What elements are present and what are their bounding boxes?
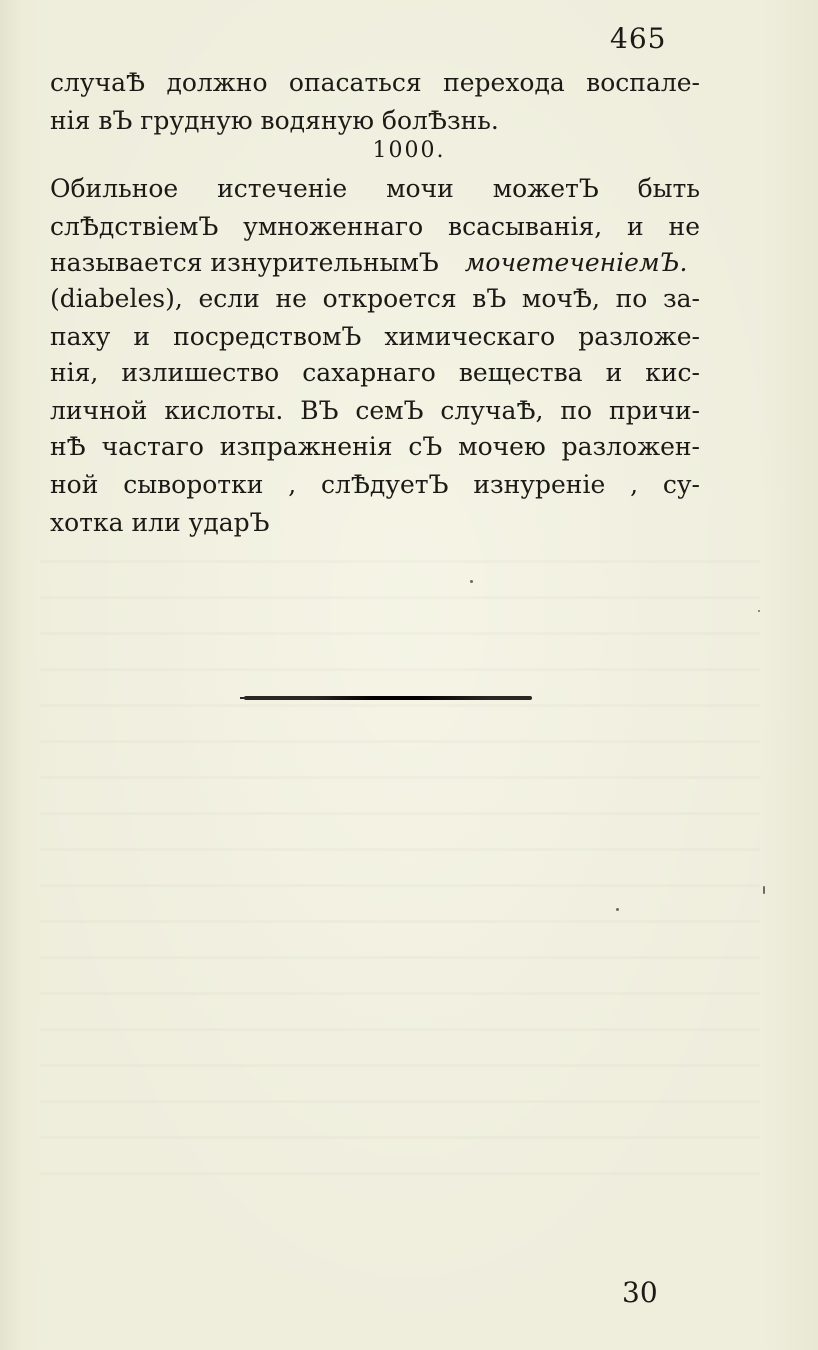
text-line: Обильное истеченіе мочи можетЪ быть — [50, 174, 700, 203]
text-line: паху и посредствомЪ химическаго разложе- — [50, 322, 700, 351]
ink-speck — [616, 908, 619, 911]
text-line: личной кислоты. ВЪ семЪ случаѢ, по причи- — [50, 396, 700, 425]
bleed-through-texture — [40, 560, 760, 1200]
section-number: 1000. — [372, 138, 446, 163]
text-line: нія, излишество сахарнаго вещества и кис- — [50, 358, 700, 387]
ink-speck — [758, 610, 760, 612]
ink-speck — [470, 580, 473, 583]
text-line: (diabeles), если не откроется вЪ мочѢ, по за- — [50, 284, 700, 313]
section-rule — [244, 696, 532, 700]
text-line — [50, 248, 687, 278]
page-number: 465 — [610, 22, 667, 55]
text-line: случаѢ должно опасаться перехода воспале- — [50, 68, 700, 97]
catchword: 30 — [622, 1276, 658, 1309]
ink-speck — [763, 886, 765, 894]
text-line: нія вЪ грудную водяную болѢзнь. — [50, 106, 499, 135]
italic-term: мочетеченіемЪ. — [464, 248, 688, 277]
text-segment: называется изнурительнымЪ — [50, 248, 439, 277]
text-line: нѢ частаго изпражненія сЪ мочею разложен- — [50, 432, 700, 461]
text-line: хотка или ударЪ — [50, 508, 270, 537]
text-line: слѢдствіемЪ умноженнаго всасыванія, и не — [50, 212, 700, 241]
text-line: ной сыворотки , слѢдуетЪ изнуреніе , су- — [50, 470, 700, 499]
